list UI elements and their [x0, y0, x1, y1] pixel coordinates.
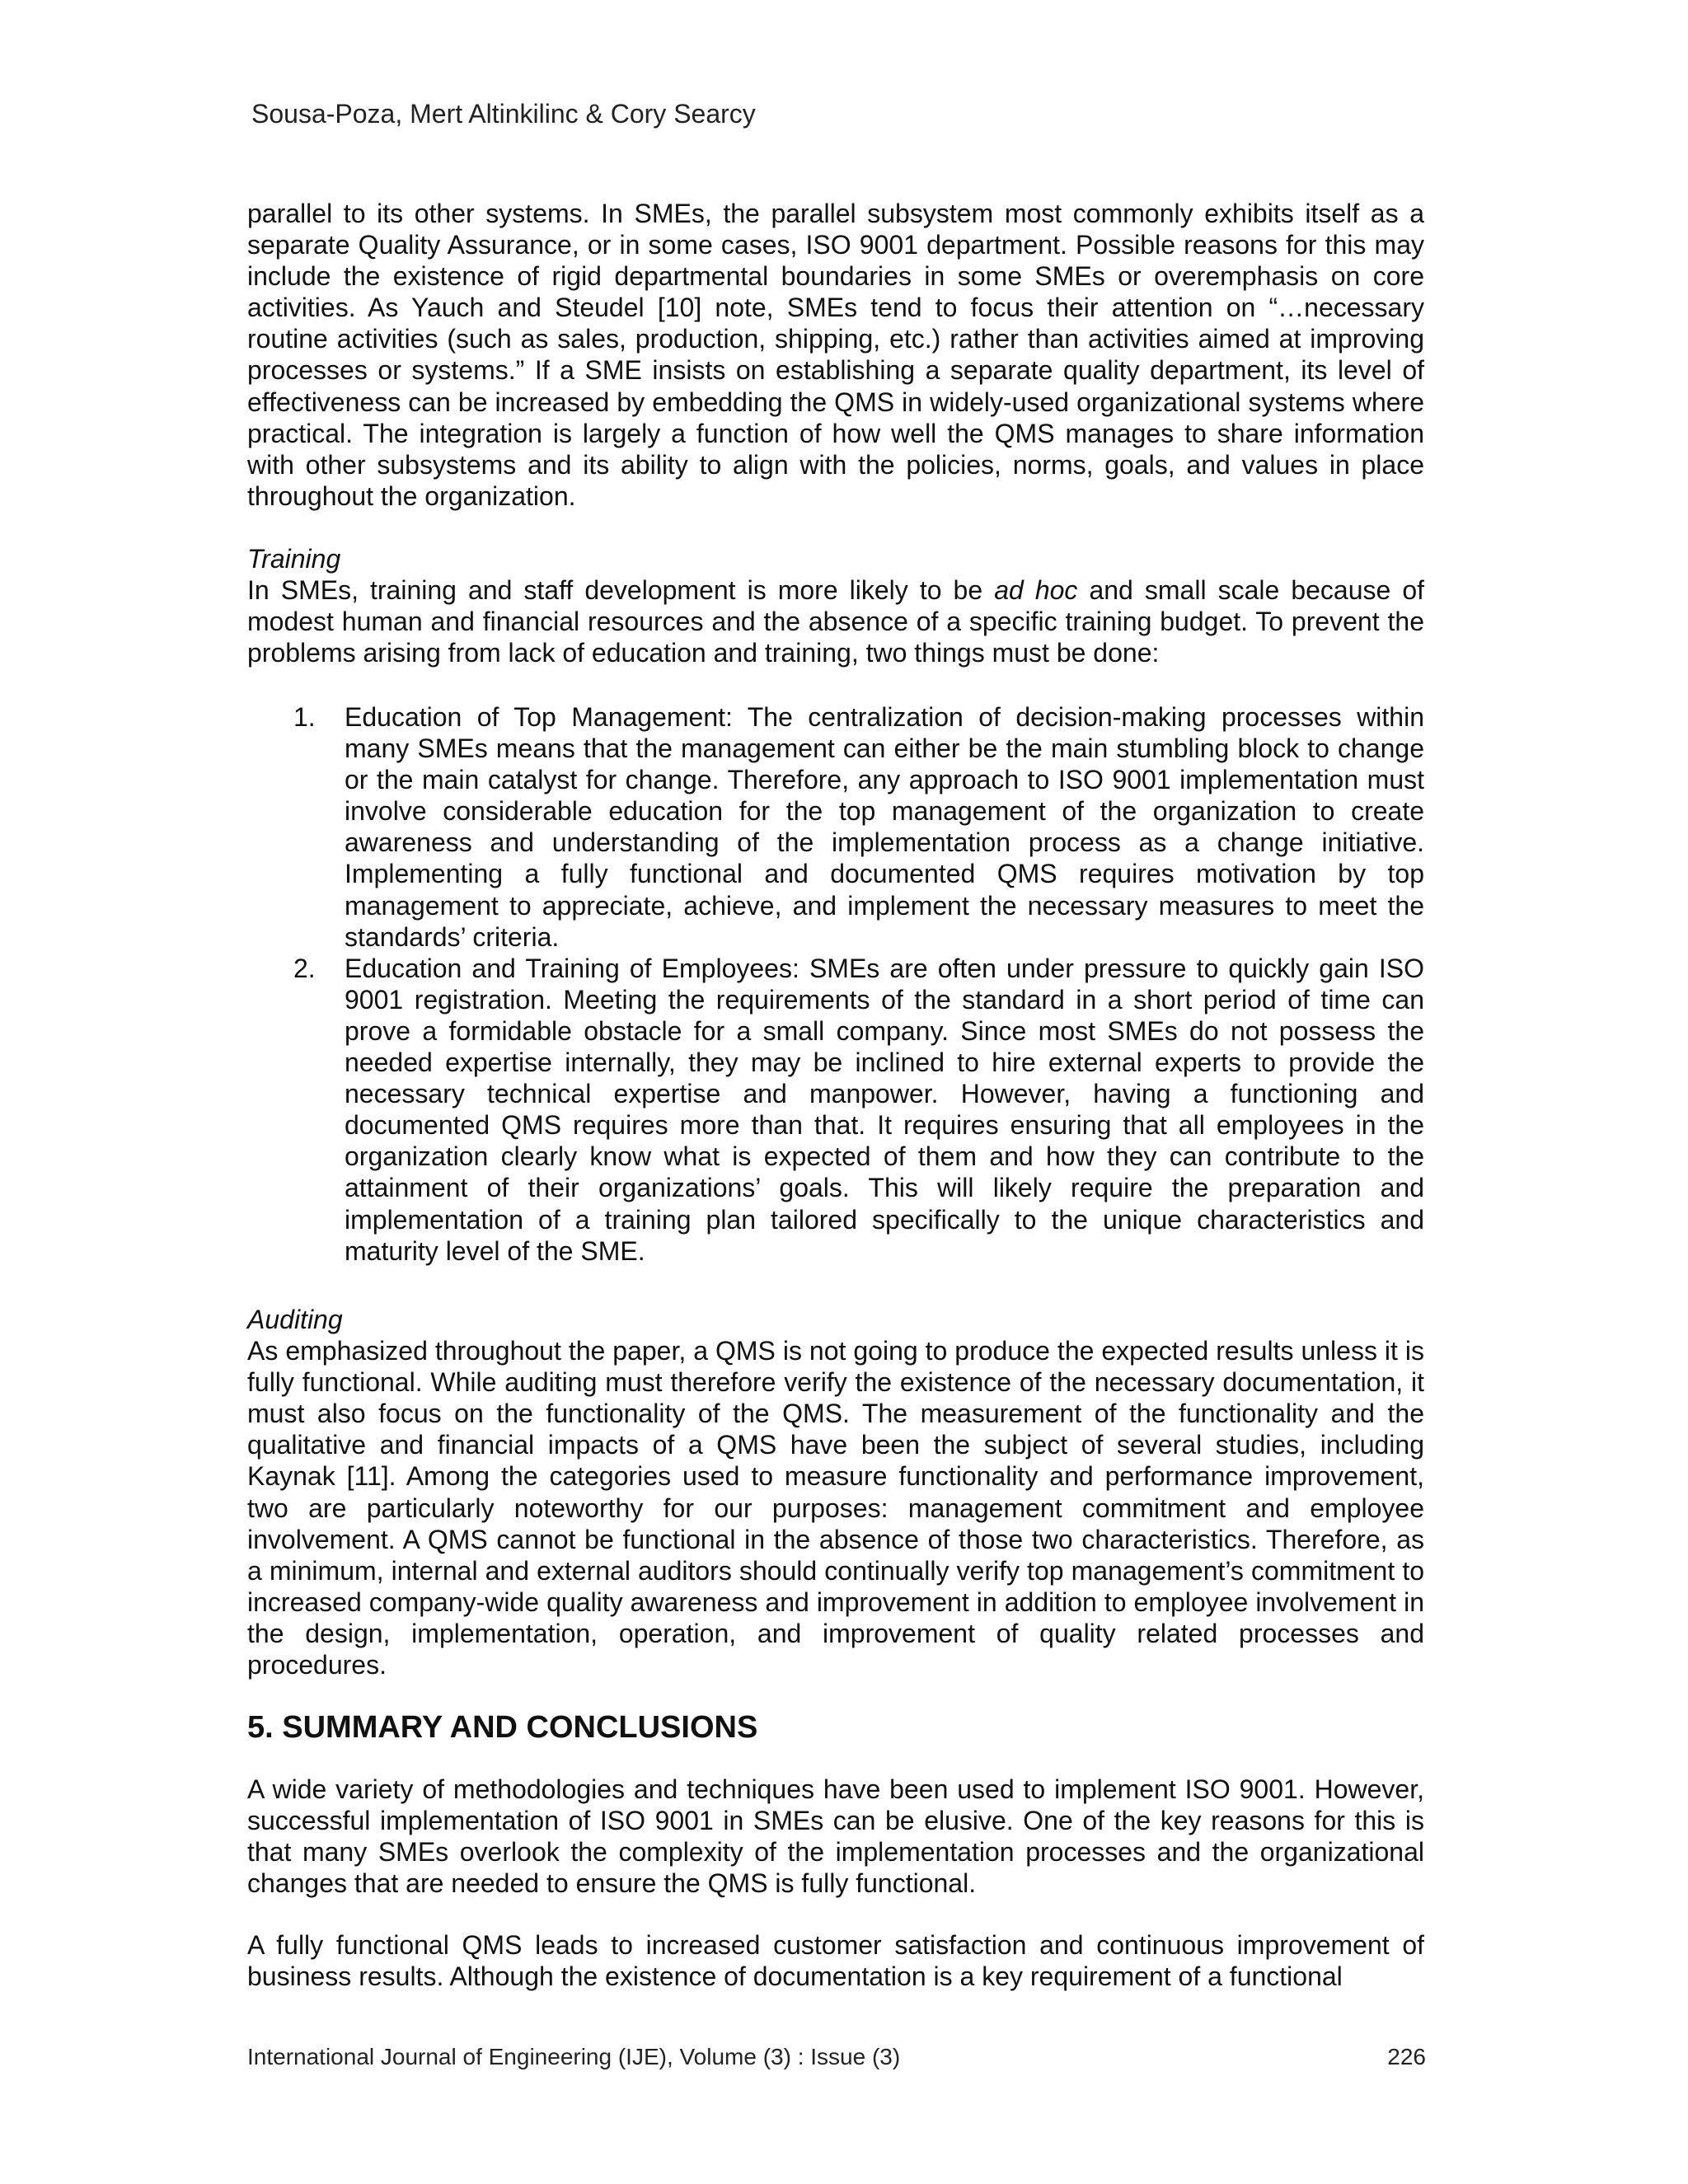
summary-section [247, 1774, 1424, 1899]
training-text-start: In SMEs, training and staff development is more likely to be [247, 575, 995, 606]
list-item [247, 953, 1424, 1267]
training-list [247, 701, 1424, 1267]
auditing-paragraph: As emphasized throughout the paper, a QMS is not going to produce the expected results unless it is fully functional. While auditing must therefore verify the existence of the necessary documentation, it must also focus on the functionality of the QMS. The measurement of the functionality and the qualitative and financial impacts of a QMS have been the subject of several studies, including Kaynak [11]. Among the categories used to measure functionality and performance improvement, two are particularly noteworthy for our purposes: management commitment and employee involvement. A QMS cannot be functional in the absence of those two characteristics. Therefore, as a minimum, internal and external auditors should continually verify top management’s commitment to increased company-wide quality awareness and improvement in addition to employee involvement in the design, implementation, operation, and improvement of quality related processes and procedures. [247, 1336, 1424, 1680]
list-item-number: 1. [293, 702, 316, 732]
training-heading: Training [247, 544, 341, 574]
summary-paragraph-1: A wide variety of methodologies and techniques have been used to implement ISO 9001. However, successful implementation of ISO 9001 in SMEs can be elusive. One of the key reasons for this is that many SMEs overlook the complexity of the implementation processes and the organizational changes that are needed to ensure the QMS is fully functional. [247, 1774, 1424, 1899]
intro-paragraph: parallel to its other systems. In SMEs, the parallel subsystem most commonly exhibits itself as a separate Quality Assurance, or in some cases, ISO 9001 department. Possible reasons for this may include the existence of rigid departmental boundaries in some SMEs or overemphasis on core activities. As Yauch and Steudel [10] note, SMEs tend to focus their attention on “…necessary routine activities (such as sales, production, shipping, etc.) rather than activities aimed at improving processes or systems.” If a SME insists on establishing a separate quality department, its level of effectiveness can be increased by embedding the QMS in widely-used organizational systems where practical. The integration is largely a function of how well the QMS manages to share information with other subsystems and its ability to align with the policies, norms, goals, and values in place throughout the organization. [247, 199, 1424, 511]
list-item-number: 2. [293, 953, 316, 983]
page-number: 226 [1387, 2044, 1426, 2069]
section-heading: 5. SUMMARY AND CONCLUSIONS [247, 1710, 758, 1745]
intro-section [247, 198, 1424, 512]
training-section [247, 543, 1424, 668]
summary-paragraph-2: A fully functional QMS leads to increased customer satisfaction and continuous improvement of business results. Although the existence of documentation is a key requirement of a functional [247, 1930, 1424, 1992]
list-item-text: Education and Training of Employees: SMEs are often under pressure to quickly gain ISO 9001 registration. Meeting the requirements of the standard in a short period of time can prove a formidable obstacle for a small company. Since most SMEs do not possess the needed expertise internally, they may be inclined to hire external experts to provide the necessary technical expertise and manpower. However, having a functioning and documented QMS requires more than that. It requires ensuring that all employees in the organization clearly know what is expected of them and how they can contribute to the attainment of their organizations’ goals. This will likely require the preparation and implementation of a training plan tailored specifically to the unique characteristics and maturity level of the SME. [345, 953, 1424, 1266]
training-italic-term: ad hoc [994, 575, 1078, 606]
training-text-end: and small scale because of modest human and financial resources and the absence of a specific training budget. To prevent the problems arising from lack of education and training, two things must be done: [247, 575, 1425, 668]
training-paragraph [247, 574, 1424, 668]
running-head: Sousa-Poza, Mert Altinkilinc & Cory Searcy [251, 99, 756, 129]
list-item-text: Education of Top Management: The centralization of decision-making processes within many SMEs means that the management can either be the main stumbling block to change or the main catalyst for change. Therefore, any approach to ISO 9001 implementation must involve considerable education for the top management of the organization to create awareness and understanding of the implementation process as a change initiative. Implementing a fully functional and documented QMS requires motivation by top management to appreciate, achieve, and implement the necessary measures to meet the standards’ criteria. [345, 702, 1424, 952]
list-item [247, 701, 1424, 953]
auditing-section [247, 1304, 1424, 1680]
summary-section-2 [247, 1929, 1424, 1992]
footer-journal: International Journal of Engineering (IJE), Volume (3) : Issue (3) [247, 2044, 901, 2069]
auditing-heading: Auditing [247, 1305, 343, 1334]
